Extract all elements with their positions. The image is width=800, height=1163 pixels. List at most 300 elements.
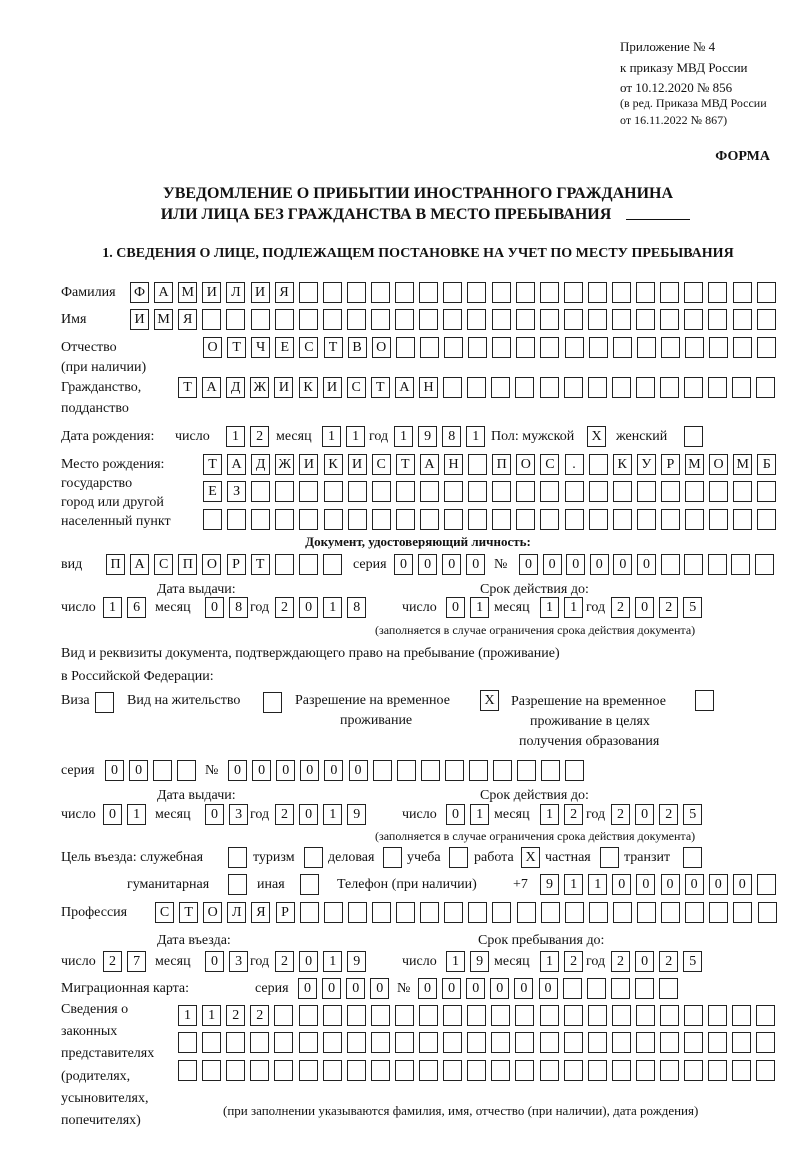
pob-1-cell[interactable]: А xyxy=(420,454,439,475)
stay-issue-day-cell[interactable]: 0 xyxy=(103,804,122,825)
reps-1-cell[interactable]: 1 xyxy=(178,1005,197,1026)
name-cell[interactable] xyxy=(564,309,583,330)
pob-2-cell[interactable]: Е xyxy=(203,481,222,502)
dob-month-cell[interactable]: 1 xyxy=(322,426,341,447)
pob-2-cell[interactable] xyxy=(685,481,704,502)
surname-cell[interactable] xyxy=(323,282,342,303)
reps-3-cell[interactable] xyxy=(395,1060,414,1081)
name-cell[interactable] xyxy=(540,309,559,330)
reps-1-cell[interactable] xyxy=(491,1005,510,1026)
reps-1-cell[interactable] xyxy=(540,1005,559,1026)
pob-1-cell[interactable] xyxy=(468,454,487,475)
until-day-cell[interactable]: 1 xyxy=(446,951,465,972)
mc-number-cell[interactable]: 0 xyxy=(539,978,558,999)
until-month-cell[interactable]: 1 xyxy=(540,951,559,972)
profession-cell[interactable] xyxy=(758,902,777,923)
doc-kind-cell[interactable]: Т xyxy=(251,554,270,575)
pob-3-cell[interactable] xyxy=(589,509,608,530)
reps-1-cell[interactable] xyxy=(708,1005,727,1026)
name-cell[interactable]: Я xyxy=(178,309,197,330)
name-cell[interactable] xyxy=(708,309,727,330)
dob-year-cell[interactable]: 9 xyxy=(418,426,437,447)
doc-number-cell[interactable]: 0 xyxy=(637,554,656,575)
name-cell[interactable] xyxy=(275,309,294,330)
pob-3-cell[interactable] xyxy=(299,509,318,530)
pob-1-cell[interactable]: Б xyxy=(757,454,776,475)
until-day-cell[interactable]: 9 xyxy=(470,951,489,972)
mc-number-cell[interactable]: 0 xyxy=(466,978,485,999)
reps-2-cell[interactable] xyxy=(443,1032,462,1053)
stay-number-cell[interactable]: 0 xyxy=(349,760,368,781)
reps-2-cell[interactable] xyxy=(323,1032,342,1053)
patronymic-cell[interactable] xyxy=(733,337,752,358)
pob-3-cell[interactable] xyxy=(227,509,246,530)
citizenship-cell[interactable] xyxy=(732,377,751,398)
reps-3-cell[interactable] xyxy=(708,1060,727,1081)
surname-cell[interactable] xyxy=(347,282,366,303)
doc-kind-cell[interactable]: П xyxy=(178,554,197,575)
pob-2-cell[interactable] xyxy=(444,481,463,502)
name-cell[interactable]: М xyxy=(154,309,173,330)
pob-2-cell[interactable] xyxy=(420,481,439,502)
reps-3-cell[interactable] xyxy=(299,1060,318,1081)
citizenship-cell[interactable] xyxy=(467,377,486,398)
surname-cell[interactable] xyxy=(395,282,414,303)
entry-day-cell[interactable]: 2 xyxy=(103,951,122,972)
profession-cell[interactable] xyxy=(733,902,752,923)
patronymic-cell[interactable] xyxy=(685,337,704,358)
citizenship-cell[interactable] xyxy=(612,377,631,398)
profession-cell[interactable] xyxy=(565,902,584,923)
profession-cell[interactable]: Р xyxy=(276,902,295,923)
reps-1-cell[interactable] xyxy=(347,1005,366,1026)
profession-cell[interactable] xyxy=(372,902,391,923)
reps-3-cell[interactable] xyxy=(684,1060,703,1081)
trp-checkbox[interactable]: X xyxy=(480,690,499,711)
residence-checkbox[interactable] xyxy=(263,692,282,713)
profession-cell[interactable] xyxy=(637,902,656,923)
pob-1-cell[interactable] xyxy=(589,454,608,475)
stay-valid-day-cell[interactable]: 0 xyxy=(446,804,465,825)
pob-3-cell[interactable] xyxy=(444,509,463,530)
phone-cell[interactable]: 1 xyxy=(564,874,583,895)
doc-valid-year-cell[interactable]: 2 xyxy=(659,597,678,618)
reps-3-cell[interactable] xyxy=(202,1060,221,1081)
reps-1-cell[interactable] xyxy=(323,1005,342,1026)
reps-3-cell[interactable] xyxy=(347,1060,366,1081)
reps-3-cell[interactable] xyxy=(564,1060,583,1081)
pob-3-cell[interactable] xyxy=(324,509,343,530)
doc-kind-cell[interactable]: А xyxy=(130,554,149,575)
reps-2-cell[interactable] xyxy=(515,1032,534,1053)
name-cell[interactable] xyxy=(757,309,776,330)
pob-1-cell[interactable]: У xyxy=(637,454,656,475)
pob-2-cell[interactable] xyxy=(396,481,415,502)
entry-month-cell[interactable]: 0 xyxy=(205,951,224,972)
pob-2-cell[interactable] xyxy=(299,481,318,502)
stay-valid-year-cell[interactable]: 2 xyxy=(611,804,630,825)
doc-kind-cell[interactable]: П xyxy=(106,554,125,575)
reps-2-cell[interactable] xyxy=(226,1032,245,1053)
doc-valid-day-cell[interactable]: 1 xyxy=(470,597,489,618)
pob-1-cell[interactable]: С xyxy=(540,454,559,475)
reps-3-cell[interactable] xyxy=(323,1060,342,1081)
phone-cell[interactable] xyxy=(757,874,776,895)
reps-1-cell[interactable] xyxy=(395,1005,414,1026)
surname-cell[interactable] xyxy=(540,282,559,303)
surname-cell[interactable]: М xyxy=(178,282,197,303)
stay-issue-year-cell[interactable]: 9 xyxy=(347,804,366,825)
profession-cell[interactable] xyxy=(444,902,463,923)
pob-3-cell[interactable] xyxy=(372,509,391,530)
reps-3-cell[interactable] xyxy=(178,1060,197,1081)
name-cell[interactable] xyxy=(226,309,245,330)
pob-3-cell[interactable] xyxy=(203,509,222,530)
stay-number-cell[interactable] xyxy=(469,760,488,781)
stay-number-cell[interactable] xyxy=(445,760,464,781)
reps-3-cell[interactable] xyxy=(274,1060,293,1081)
entry-year-cell[interactable]: 2 xyxy=(275,951,294,972)
doc-issue-year-cell[interactable]: 1 xyxy=(323,597,342,618)
until-month-cell[interactable]: 2 xyxy=(564,951,583,972)
reps-2-cell[interactable] xyxy=(588,1032,607,1053)
citizenship-cell[interactable] xyxy=(540,377,559,398)
pob-3-cell[interactable] xyxy=(468,509,487,530)
pob-2-cell[interactable] xyxy=(540,481,559,502)
pob-3-cell[interactable] xyxy=(420,509,439,530)
pob-1-cell[interactable]: Т xyxy=(203,454,222,475)
profession-cell[interactable]: Т xyxy=(179,902,198,923)
pob-2-cell[interactable]: З xyxy=(227,481,246,502)
stay-number-cell[interactable] xyxy=(421,760,440,781)
profession-cell[interactable] xyxy=(396,902,415,923)
stay-valid-year-cell[interactable]: 0 xyxy=(635,804,654,825)
profession-cell[interactable] xyxy=(517,902,536,923)
pob-3-cell[interactable] xyxy=(275,509,294,530)
stay-valid-year-cell[interactable]: 2 xyxy=(659,804,678,825)
pob-1-cell[interactable]: Р xyxy=(661,454,680,475)
until-year-cell[interactable]: 2 xyxy=(659,951,678,972)
mc-number-cell[interactable] xyxy=(611,978,630,999)
until-year-cell[interactable]: 5 xyxy=(683,951,702,972)
reps-2-cell[interactable] xyxy=(467,1032,486,1053)
name-cell[interactable] xyxy=(251,309,270,330)
pob-2-cell[interactable] xyxy=(251,481,270,502)
stay-valid-month-cell[interactable]: 2 xyxy=(564,804,583,825)
stay-number-cell[interactable] xyxy=(541,760,560,781)
profession-cell[interactable] xyxy=(541,902,560,923)
pob-1-cell[interactable]: И xyxy=(348,454,367,475)
doc-issue-month-cell[interactable]: 8 xyxy=(229,597,248,618)
reps-2-cell[interactable] xyxy=(491,1032,510,1053)
mc-number-cell[interactable] xyxy=(635,978,654,999)
p-transit-checkbox[interactable] xyxy=(683,847,702,868)
pob-2-cell[interactable] xyxy=(565,481,584,502)
reps-2-cell[interactable] xyxy=(564,1032,583,1053)
patronymic-cell[interactable]: Е xyxy=(275,337,294,358)
phone-cell[interactable]: 0 xyxy=(661,874,680,895)
reps-2-cell[interactable] xyxy=(395,1032,414,1053)
until-year-cell[interactable]: 0 xyxy=(635,951,654,972)
pob-2-cell[interactable] xyxy=(468,481,487,502)
reps-3-cell[interactable] xyxy=(419,1060,438,1081)
name-cell[interactable] xyxy=(371,309,390,330)
patronymic-cell[interactable] xyxy=(468,337,487,358)
mc-number-cell[interactable]: 0 xyxy=(490,978,509,999)
profession-cell[interactable]: О xyxy=(203,902,222,923)
surname-cell[interactable] xyxy=(588,282,607,303)
pob-3-cell[interactable] xyxy=(348,509,367,530)
surname-cell[interactable] xyxy=(467,282,486,303)
p-business-checkbox[interactable] xyxy=(383,847,402,868)
stay-issue-year-cell[interactable]: 0 xyxy=(299,804,318,825)
entry-year-cell[interactable]: 9 xyxy=(347,951,366,972)
p-private-checkbox[interactable] xyxy=(600,847,619,868)
doc-valid-year-cell[interactable]: 0 xyxy=(635,597,654,618)
name-cell[interactable]: И xyxy=(130,309,149,330)
reps-1-cell[interactable] xyxy=(612,1005,631,1026)
pob-1-cell[interactable]: П xyxy=(492,454,511,475)
surname-cell[interactable] xyxy=(419,282,438,303)
profession-cell[interactable]: Л xyxy=(227,902,246,923)
reps-1-cell[interactable] xyxy=(467,1005,486,1026)
trp-edu-checkbox[interactable] xyxy=(695,690,714,711)
p-work-checkbox[interactable]: X xyxy=(521,847,540,868)
reps-2-cell[interactable] xyxy=(540,1032,559,1053)
citizenship-cell[interactable]: А xyxy=(202,377,221,398)
pob-2-cell[interactable] xyxy=(372,481,391,502)
mc-series-cell[interactable]: 0 xyxy=(346,978,365,999)
stay-issue-year-cell[interactable]: 2 xyxy=(275,804,294,825)
doc-number-cell[interactable] xyxy=(684,554,703,575)
pob-1-cell[interactable]: М xyxy=(733,454,752,475)
reps-3-cell[interactable] xyxy=(467,1060,486,1081)
surname-cell[interactable]: Я xyxy=(275,282,294,303)
profession-cell[interactable] xyxy=(661,902,680,923)
profession-cell[interactable] xyxy=(468,902,487,923)
dob-day-cell[interactable]: 2 xyxy=(250,426,269,447)
reps-1-cell[interactable] xyxy=(515,1005,534,1026)
name-cell[interactable] xyxy=(612,309,631,330)
stay-series-cell[interactable]: 0 xyxy=(129,760,148,781)
name-cell[interactable] xyxy=(660,309,679,330)
reps-3-cell[interactable] xyxy=(732,1060,751,1081)
doc-issue-day-cell[interactable]: 1 xyxy=(103,597,122,618)
doc-issue-year-cell[interactable]: 2 xyxy=(275,597,294,618)
surname-cell[interactable] xyxy=(708,282,727,303)
phone-cell[interactable]: 0 xyxy=(709,874,728,895)
stay-valid-year-cell[interactable]: 5 xyxy=(683,804,702,825)
reps-1-cell[interactable] xyxy=(299,1005,318,1026)
surname-cell[interactable] xyxy=(443,282,462,303)
reps-3-cell[interactable] xyxy=(371,1060,390,1081)
surname-cell[interactable] xyxy=(684,282,703,303)
dob-year-cell[interactable]: 1 xyxy=(394,426,413,447)
mc-series-cell[interactable]: 0 xyxy=(370,978,389,999)
name-cell[interactable] xyxy=(467,309,486,330)
profession-cell[interactable] xyxy=(348,902,367,923)
doc-number-cell[interactable] xyxy=(661,554,680,575)
pob-3-cell[interactable] xyxy=(613,509,632,530)
stay-valid-day-cell[interactable]: 1 xyxy=(470,804,489,825)
doc-issue-year-cell[interactable]: 0 xyxy=(299,597,318,618)
surname-cell[interactable] xyxy=(757,282,776,303)
citizenship-cell[interactable] xyxy=(588,377,607,398)
reps-1-cell[interactable] xyxy=(636,1005,655,1026)
entry-year-cell[interactable]: 0 xyxy=(299,951,318,972)
surname-cell[interactable]: И xyxy=(251,282,270,303)
reps-1-cell[interactable] xyxy=(564,1005,583,1026)
reps-1-cell[interactable] xyxy=(419,1005,438,1026)
surname-cell[interactable]: А xyxy=(154,282,173,303)
doc-number-cell[interactable]: 0 xyxy=(613,554,632,575)
reps-1-cell[interactable] xyxy=(274,1005,293,1026)
citizenship-cell[interactable] xyxy=(756,377,775,398)
doc-kind-cell[interactable]: С xyxy=(154,554,173,575)
pob-3-cell[interactable] xyxy=(661,509,680,530)
reps-1-cell[interactable] xyxy=(660,1005,679,1026)
stay-issue-year-cell[interactable]: 1 xyxy=(323,804,342,825)
reps-2-cell[interactable] xyxy=(202,1032,221,1053)
citizenship-cell[interactable]: Ж xyxy=(250,377,269,398)
patronymic-cell[interactable] xyxy=(516,337,535,358)
pob-2-cell[interactable] xyxy=(516,481,535,502)
pob-1-cell[interactable]: М xyxy=(685,454,704,475)
patronymic-cell[interactable] xyxy=(757,337,776,358)
pob-3-cell[interactable] xyxy=(733,509,752,530)
reps-2-cell[interactable] xyxy=(684,1032,703,1053)
profession-cell[interactable] xyxy=(685,902,704,923)
profession-cell[interactable] xyxy=(492,902,511,923)
mc-number-cell[interactable] xyxy=(659,978,678,999)
p-study-checkbox[interactable] xyxy=(449,847,468,868)
surname-cell[interactable] xyxy=(516,282,535,303)
surname-cell[interactable] xyxy=(636,282,655,303)
patronymic-cell[interactable] xyxy=(613,337,632,358)
mc-series-cell[interactable]: 0 xyxy=(298,978,317,999)
citizenship-cell[interactable] xyxy=(564,377,583,398)
pob-2-cell[interactable] xyxy=(324,481,343,502)
phone-cell[interactable]: 1 xyxy=(588,874,607,895)
p-service-checkbox[interactable] xyxy=(228,847,247,868)
reps-3-cell[interactable] xyxy=(612,1060,631,1081)
pob-1-cell[interactable]: К xyxy=(324,454,343,475)
patronymic-cell[interactable] xyxy=(589,337,608,358)
citizenship-cell[interactable] xyxy=(684,377,703,398)
reps-2-cell[interactable] xyxy=(347,1032,366,1053)
pob-1-cell[interactable]: А xyxy=(227,454,246,475)
citizenship-cell[interactable] xyxy=(636,377,655,398)
reps-2-cell[interactable] xyxy=(660,1032,679,1053)
pob-3-cell[interactable] xyxy=(516,509,535,530)
entry-day-cell[interactable]: 7 xyxy=(127,951,146,972)
doc-kind-cell[interactable] xyxy=(299,554,318,575)
reps-3-cell[interactable] xyxy=(588,1060,607,1081)
profession-cell[interactable] xyxy=(420,902,439,923)
doc-kind-cell[interactable] xyxy=(323,554,342,575)
surname-cell[interactable] xyxy=(492,282,511,303)
citizenship-cell[interactable] xyxy=(515,377,534,398)
stay-number-cell[interactable]: 0 xyxy=(324,760,343,781)
stay-number-cell[interactable] xyxy=(517,760,536,781)
surname-cell[interactable]: Л xyxy=(226,282,245,303)
profession-cell[interactable]: Я xyxy=(251,902,270,923)
reps-3-cell[interactable] xyxy=(636,1060,655,1081)
profession-cell[interactable] xyxy=(324,902,343,923)
doc-issue-year-cell[interactable]: 8 xyxy=(347,597,366,618)
reps-3-cell[interactable] xyxy=(660,1060,679,1081)
profession-cell[interactable] xyxy=(613,902,632,923)
doc-number-cell[interactable]: 0 xyxy=(566,554,585,575)
reps-3-cell[interactable] xyxy=(491,1060,510,1081)
stay-number-cell[interactable] xyxy=(565,760,584,781)
name-cell[interactable] xyxy=(202,309,221,330)
reps-2-cell[interactable] xyxy=(612,1032,631,1053)
stay-number-cell[interactable]: 0 xyxy=(276,760,295,781)
doc-series-cell[interactable]: 0 xyxy=(394,554,413,575)
surname-cell[interactable]: И xyxy=(202,282,221,303)
reps-2-cell[interactable] xyxy=(371,1032,390,1053)
phone-cell[interactable]: 0 xyxy=(733,874,752,895)
pob-3-cell[interactable] xyxy=(540,509,559,530)
reps-2-cell[interactable] xyxy=(250,1032,269,1053)
patronymic-cell[interactable] xyxy=(492,337,511,358)
patronymic-cell[interactable]: Ч xyxy=(251,337,270,358)
surname-cell[interactable] xyxy=(371,282,390,303)
patronymic-cell[interactable] xyxy=(661,337,680,358)
stay-issue-day-cell[interactable]: 1 xyxy=(127,804,146,825)
name-cell[interactable] xyxy=(492,309,511,330)
pob-1-cell[interactable]: . xyxy=(565,454,584,475)
surname-cell[interactable] xyxy=(299,282,318,303)
entry-month-cell[interactable]: 3 xyxy=(229,951,248,972)
pob-2-cell[interactable] xyxy=(709,481,728,502)
doc-series-cell[interactable]: 0 xyxy=(466,554,485,575)
dob-day-cell[interactable]: 1 xyxy=(226,426,245,447)
doc-series-cell[interactable]: 0 xyxy=(418,554,437,575)
mc-series-cell[interactable]: 0 xyxy=(322,978,341,999)
profession-cell[interactable] xyxy=(300,902,319,923)
reps-1-cell[interactable]: 2 xyxy=(250,1005,269,1026)
dob-year-cell[interactable]: 1 xyxy=(466,426,485,447)
doc-kind-cell[interactable]: Р xyxy=(227,554,246,575)
pob-2-cell[interactable] xyxy=(589,481,608,502)
reps-1-cell[interactable] xyxy=(443,1005,462,1026)
name-cell[interactable] xyxy=(299,309,318,330)
pob-3-cell[interactable] xyxy=(637,509,656,530)
reps-1-cell[interactable] xyxy=(588,1005,607,1026)
stay-issue-month-cell[interactable]: 3 xyxy=(229,804,248,825)
doc-valid-month-cell[interactable]: 1 xyxy=(540,597,559,618)
pob-2-cell[interactable] xyxy=(757,481,776,502)
reps-2-cell[interactable] xyxy=(274,1032,293,1053)
name-cell[interactable] xyxy=(419,309,438,330)
stay-issue-month-cell[interactable]: 0 xyxy=(205,804,224,825)
mc-number-cell[interactable]: 0 xyxy=(442,978,461,999)
pob-2-cell[interactable] xyxy=(637,481,656,502)
entry-year-cell[interactable]: 1 xyxy=(323,951,342,972)
surname-cell[interactable] xyxy=(564,282,583,303)
doc-issue-month-cell[interactable]: 0 xyxy=(205,597,224,618)
pob-1-cell[interactable]: Д xyxy=(251,454,270,475)
citizenship-cell[interactable]: Н xyxy=(419,377,438,398)
stay-valid-month-cell[interactable]: 1 xyxy=(540,804,559,825)
pob-3-cell[interactable] xyxy=(492,509,511,530)
doc-number-cell[interactable]: 0 xyxy=(590,554,609,575)
pob-2-cell[interactable] xyxy=(348,481,367,502)
profession-cell[interactable] xyxy=(589,902,608,923)
mc-number-cell[interactable] xyxy=(587,978,606,999)
